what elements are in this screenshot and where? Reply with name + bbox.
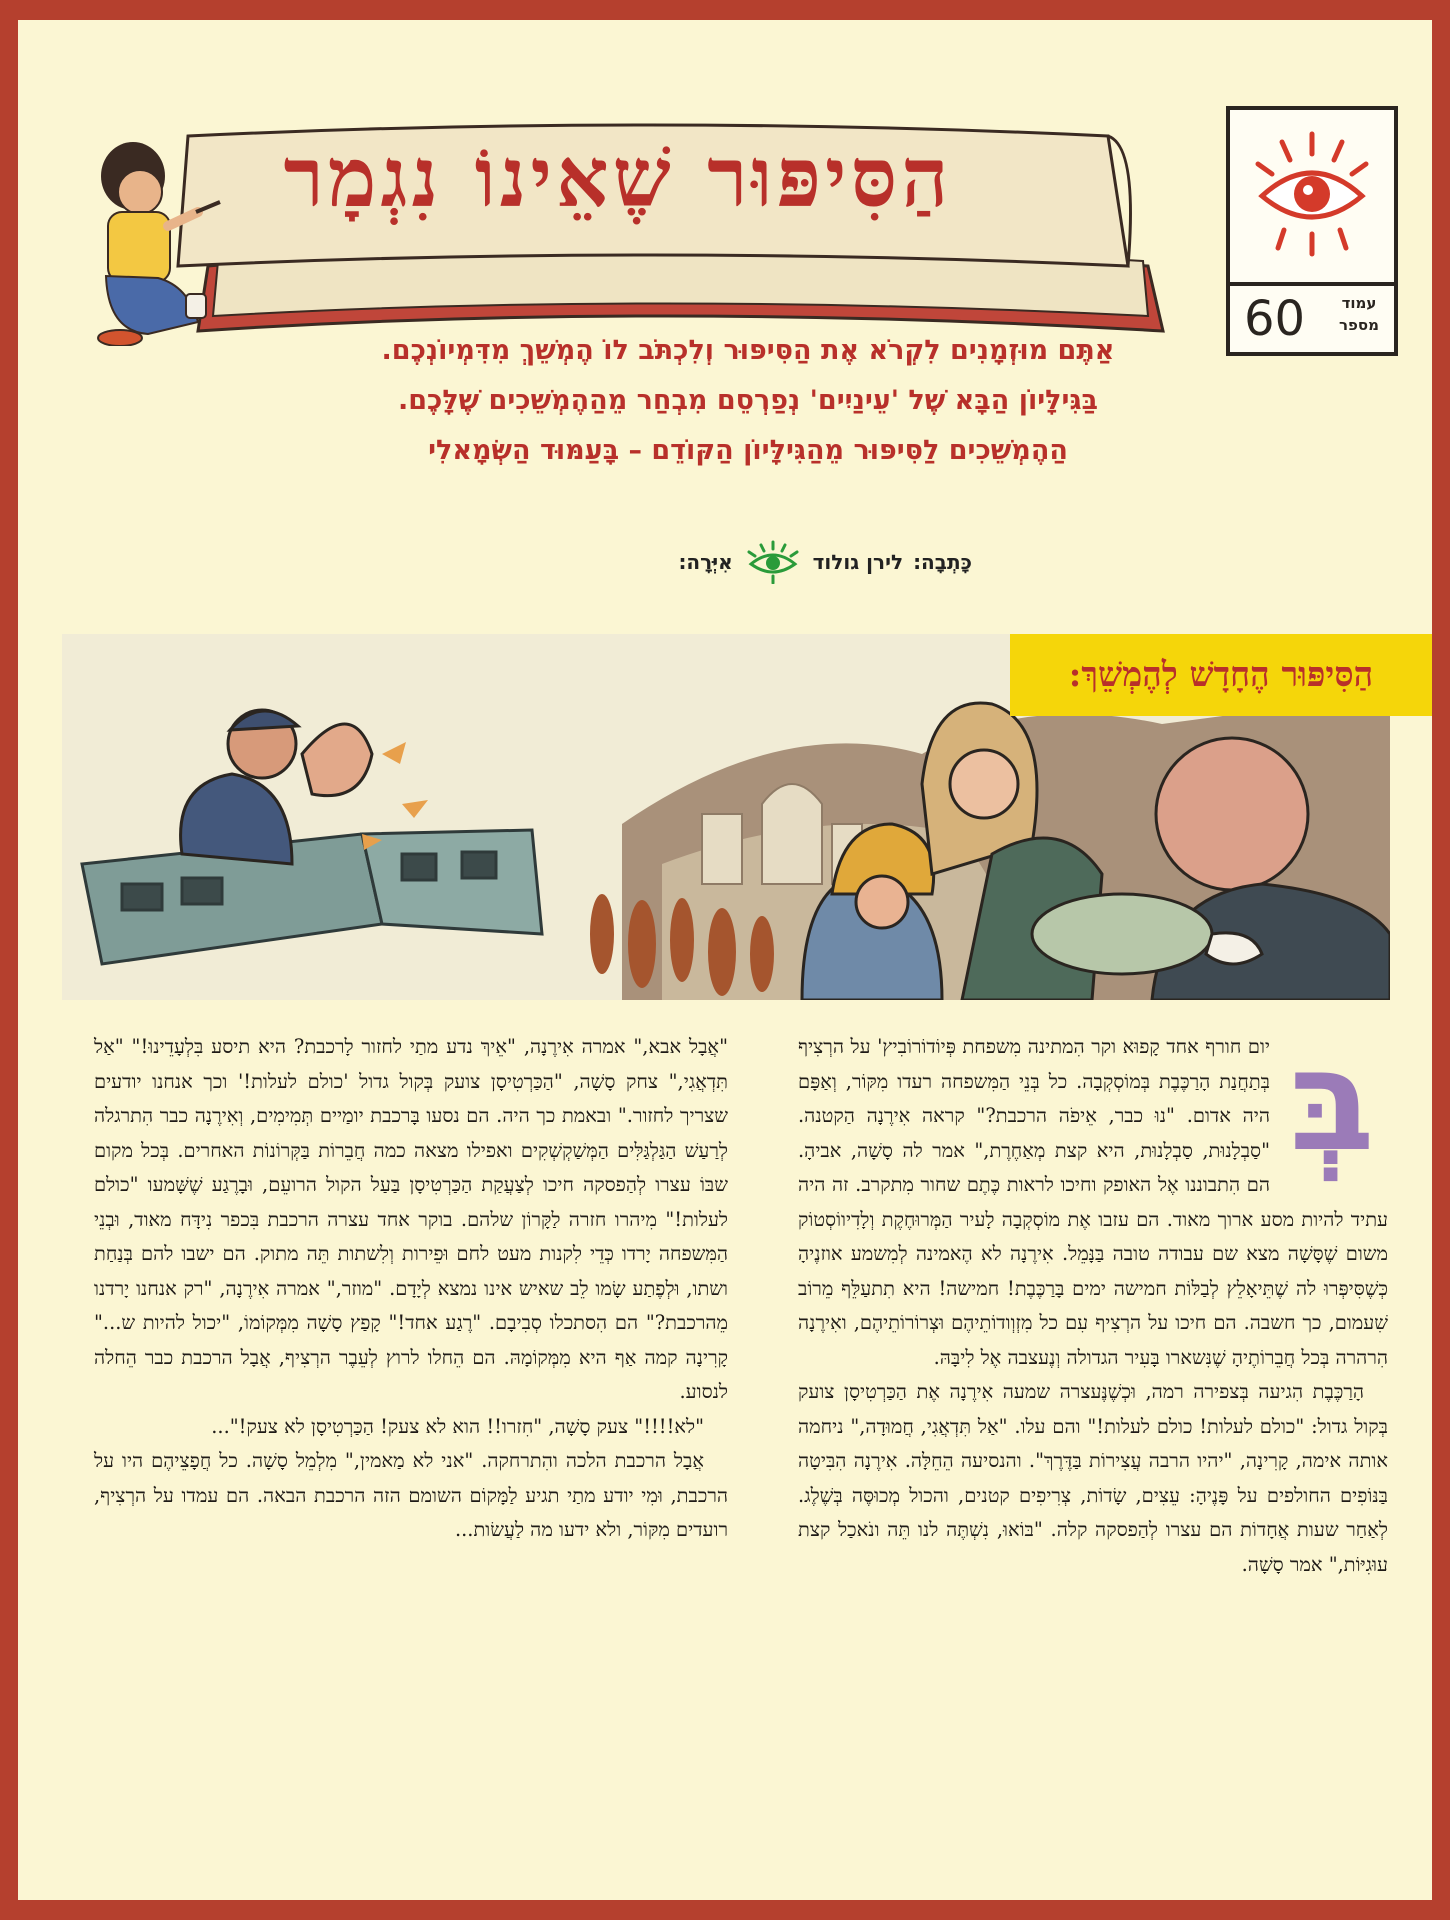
page-number-label: עמוד מספר (1339, 294, 1379, 334)
article-column-right (798, 1020, 1388, 1582)
new-story-heading: הַסִּיפּוּר הֶחָדָשׁ לְהֶמְשֵׁךְ: (1010, 634, 1432, 716)
intro-text (148, 326, 1348, 476)
illustrator-label: אִיְּרָה: (678, 550, 733, 574)
article-paragraph-text: יום חורף אחד קָפוּא וקר הִמתינה מִשפחת פְּיוֹדוֹרוֹבִיץ' על הרְצִיף בְּתַחֲנַת הָרַכֶּבֶת בְּמוֹסְקְבָה. כל בְּנֵי הַמִּשפחה רעדו מִקּוֹר, וְאַפָּם היה אדום. "נוּ כבר, אֵיפֹה הרכבת?" קראה אִירֶנָה הַקטנה. "סַבְלָנוּת, סַבְלָנוּת, היא קצת מְאַחֶרֶת," אמר לה סָשָׁה, אביהָ. הם הִתבוננו אֶל האופק וחיכו לראות כֶּתֶם שחור מִתקרב. זה היה עתיד להיות מסע ארוך מאוד. הם עזבו אֶת מוֹסְקְבָה לָעיר הַמְּרוּחֶקֶת וְלָדִיווֹסְטוֹק משום שֶׁסָּשָׁה מצא שם עבודה טובה בַּנָּמֵל. אִירֶנָה לא הֶאמינה לְמִשמע אוזנֶיהָ כְּשֶׁסִּיפְּרוּ לה שֶׁתֵּיאָלֵץ לְבַלּוֹת חמישה ימים בָּרַכֶּבֶת! חמישה! היא תִתעַלֵּף מֵרוֹב שִׁעמום, כך חשבה. הם חיכו על הרְצִיף עִם כל מִזְוְודוֹתֵיהֶם וּצְרוֹרוֹתֵיהֶם, ואִירֶנָה הִרהרה בְּכל חֲבֵרוֹתֶיהָ שֶׁנִּשארו בָּעִיר הגדולה וְנֶעצבה אֶל לִיבָּהּ. (798, 1035, 1388, 1369)
credits (372, 540, 972, 584)
writer-label: כָּתְבָה: (913, 550, 972, 574)
eye-logo-icon (1248, 130, 1376, 258)
page-number: 60 (1244, 291, 1306, 347)
intro-line-2: בַּגִּילָּיוֹן הַבָּא שֶׁל 'עֵינַיִים' נְפַרְסֵם מִבְחַר מֵהַהֶמְשֵׁכִים שֶׁלָּכֶם. (398, 385, 1098, 416)
intro-line-1: אַתֶּם מוּזְמָנִים לִקְרֹא אֶת הַסִּיפּוּר וְלִכְתֹּב לוֹ הֶמְשֵׁךְ מִדִּמְיוֹנְכֶם. (381, 335, 1115, 366)
article-paragraph (798, 1020, 1388, 1375)
article-paragraph: "אֲבָל אבא," אמרה אִירֶנָה, "אֵיךְ נדע מתַי לחזור לָרכבת? היא תיסע בִּלְעָדֵינוּ!" "אַל תִּדְאֲגִי," צחק סָשָׁה, "הַכַּרְטִיסָן צועק בְּקול גדול 'כולם לעלות!' וכך אנחנו יודעים שצריך לחזור." ובאמת כך היה. הם נסעו בָּרכבת יומַיים תְּמִימִים, וְאִירֶנָה כבר הִתרגלה לְרַעַשׁ הַגַּלְגַּלִּים הַמְּשַׁקְשְׁקִים ואפילו מצאה כמה חֲבֵרוֹת בַּקְּרוֹנוֹת האחרים. בְּכל מקום שבּוֹ עצרו לְהַפסקה חיכו לְצַעֲקַת הַכַּרְטִיסָן בַּעַל הקול הרועֵם, וּבָרֶגַע שֶׁשָּׁמעו "כולם לעלות!" מִיהרו חזרה לַקָּרוֹן שלהם. בוקר אחד עצרה הרכבת בִּכפר נִידָּח מאוד, וּבְנֵי הַמִּשפחה יָרדו כְּדֵי לִקנות מעט לחם וּפֵירות וְלִשתות תֵּה מתוק. הם ישבו להם בְּנַחַת ושתו, וּלְפֶתַע שָׂמו לֵב שאיש אינו נמצא לְיָדָם. "מוזר," אמרה אִירֶנָה, "רק אנחנו יָרדנו מֵהרכבת?" הם הִסתכלו סְבִיבָם. "רֶגַע אחד!" קָפַץ סָשָׁה מִמְּקוֹמוֹ, "יכול להיות ש..." קָרִינָה קמה אַף היא מִמְּקוֹמָהּ. הם הֵחלו לרוץ לְעֵבֶר הרְצִיף, אֲבָל הרכבת כבר הֵחלה לנסוע. (94, 1035, 728, 1403)
article-column-left (94, 1030, 728, 1548)
page-number-box (1226, 106, 1398, 356)
intro-line-3: הַהֶמְשֵׁכִים לַסִּיפּוּר מֵהַגִּילָּיוֹן הַקּוֹדֵם – בָּעַמּוּד הַשְּׂמָאלִי (428, 435, 1068, 466)
article-paragraph: הָרַכֶּבֶת הִגיעה בְּצפירה רמה, וּכְשֶׁנֶּעצרה שמעה אִירֶנָה אֶת הַכַּרְטִיסָן צועק בְּקול גדול: "כולם לעלות! כולם לעלות!" והם עלו. "אַל תִּדְאֲגִי, חֲמוּדָה," ניחמה אותה אימה, קָרִינָה, "יהיו הרבה עֲצִירוֹת בַּדֶּרֶךְ". והנסיעה הֵחֵלָּה. אִירֶנָה הִבִּיטָה בַּנּוֹפִים החולפים על פָּנֶיהָ: עֵצִים, שָׂדוֹת, צְרִיפִים קטנים, והכול מְכוּסֶּה בְּשֶׁלֶג. לְאַחַר שעות אֲחָדוֹת הם עצרו לְהַפסקה קלה. "בּוֹאוּ, נִשְׁתֶּה לנו תֵּה ונֹאכַל קצת עוּגִיּוֹת," אמר סָשָׁה. (798, 1380, 1388, 1576)
writer-name: לירן גולוד (812, 550, 904, 574)
banner-title: הַסִּיפּוּר שֶׁאֵינוֹ נִגְמָר (283, 130, 953, 226)
article-paragraph: "לא!!!!" צעק סָשָׁה, "חִזרו!! הוא לא צעק! הַכַּרְטִיסָן לא צעק!"... (211, 1414, 704, 1438)
green-eye-icon (743, 540, 803, 584)
magazine-page (18, 20, 1432, 1900)
article-paragraph: אֲבָל הרכבת הלכה והִתרחקה. "אני לא מַאמין," מִלְמֵל סָשָׁה. כל חֲפָצֵיהֶם היו על הרכבת, וּמִי יודע מתַי תגיע לַמָּקוֹם השומם הזה הרכבת הבאה. הם עמדו על הרְצִיף, רועדים מִקּוֹר, ולא ידעו מה לַעֲשׂות... (94, 1449, 728, 1541)
drop-cap: בְּ (1289, 1020, 1375, 1183)
